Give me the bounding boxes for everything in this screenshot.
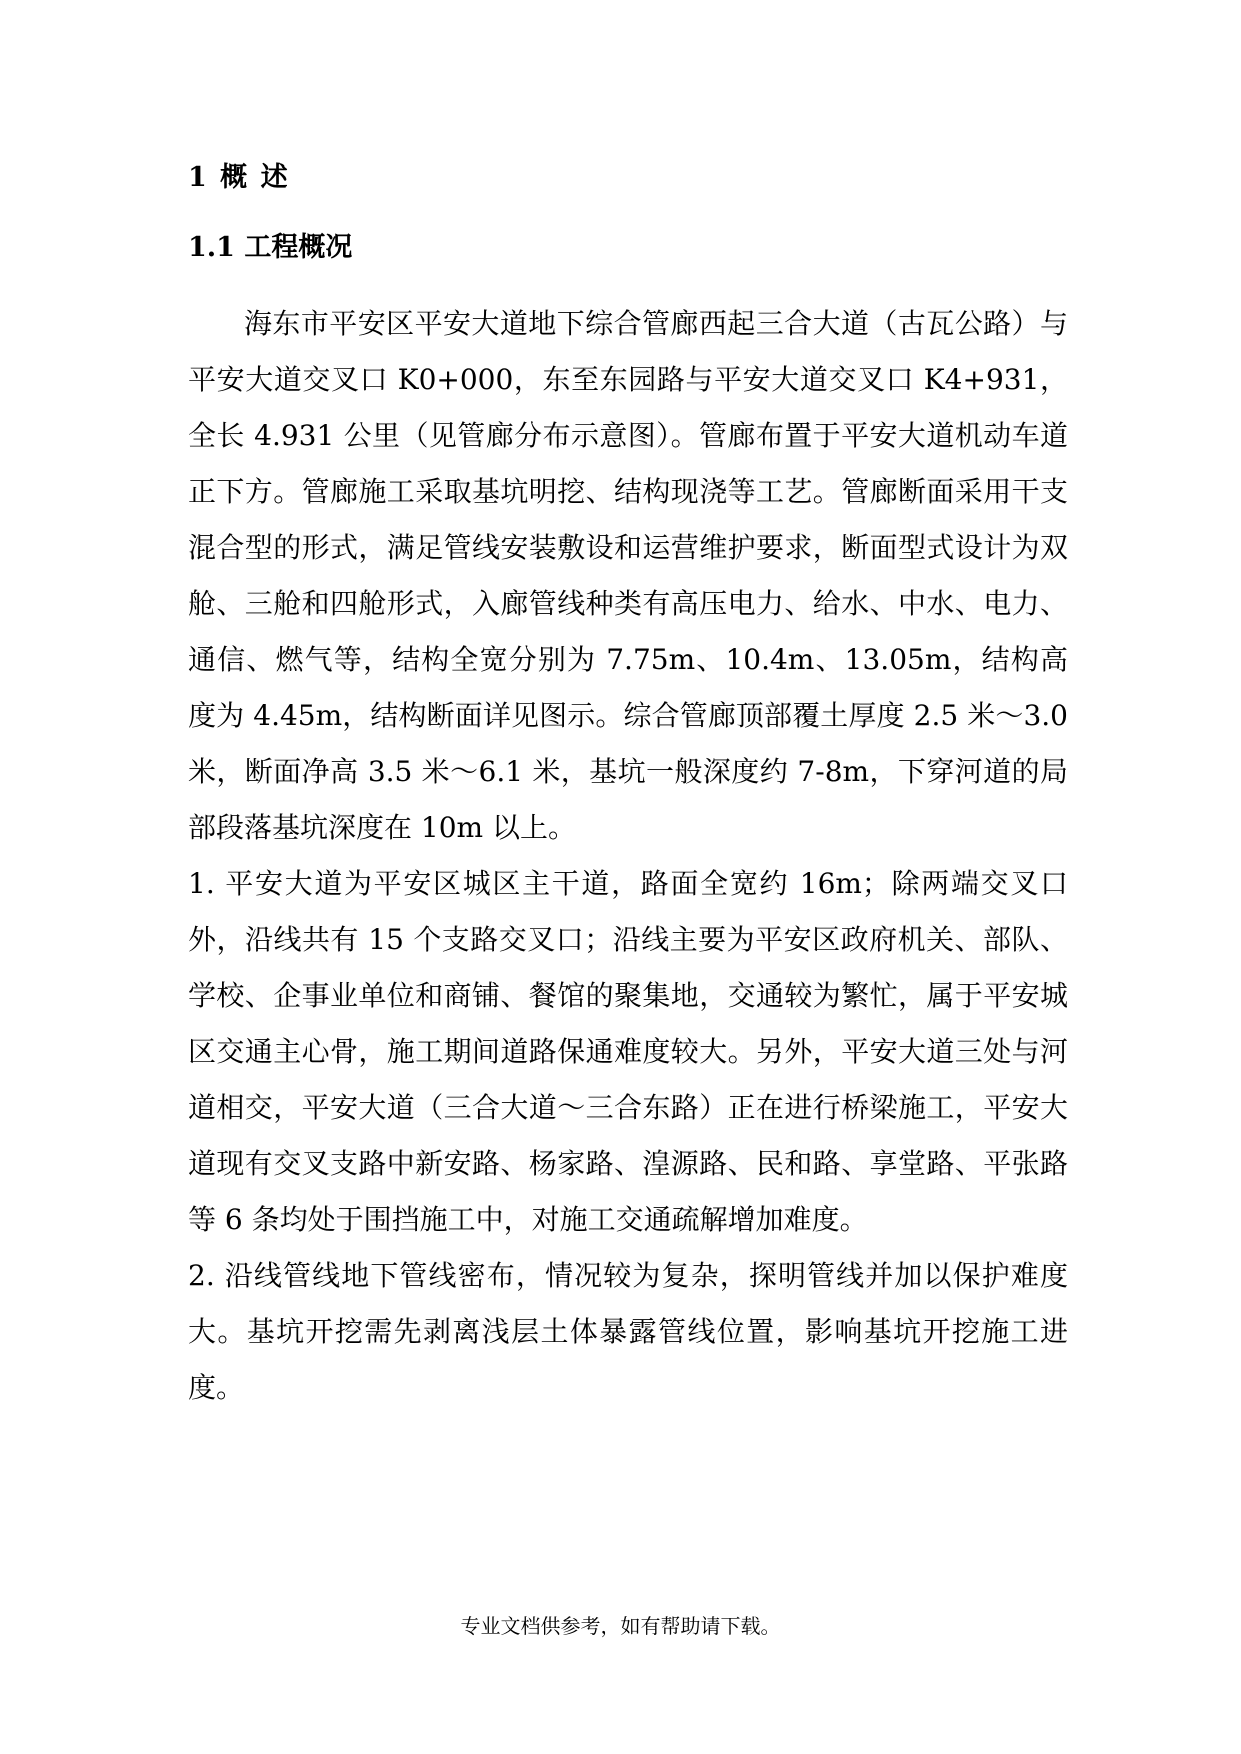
- section-heading: 1 概 述: [188, 162, 290, 193]
- list-item-traffic: 1. 平安大道为平安区城区主干道，路面全宽约 16m；除两端交叉口外，沿线共有 15 个支路交叉口；沿线主要为平安区政府机关、部队、学校、企事业单位和商铺、餐馆的聚集地，交通较为繁忙，属于平安城区交通主心骨，施工期间道路保通难度较大。另外，平安大道三处与河道相交，平安大道（三合大道～三合东路）正在进行桥梁施工，平安大道现有交叉支路中新安路、杨家路、湟源路、民和路、享堂路、平张路等 6 条均处于围挡施工中，对施工交通疏解增加难度。: [188, 867, 1068, 1236]
- subsection-heading: 1.1 工程概况: [188, 232, 353, 263]
- list-item-pipelines: 2. 沿线管线地下管线密布，情况较为复杂，探明管线并加以保护难度大。基坑开挖需先剥离浅层土体暴露管线位置，影响基坑开挖施工进度。: [188, 1259, 1068, 1404]
- overview-paragraph: 海东市平安区平安大道地下综合管廊西起三合大道（古瓦公路）与平安大道交叉口 K0+000，东至东园路与平安大道交叉口 K4+931，全长 4.931 公里（见管廊分布示意图）。管廊布置于平安大道机动车道正下方。管廊施工采取基坑明挖、结构现浇等工艺。管廊断面采用干支混合型的形式，满足管线安装敷设和运营维护要求，断面型式设计为双舱、三舱和四舱形式，入廊管线种类有高压电力、给水、中水、电力、通信、燃气等，结构全宽分别为 7.75m、10.4m、13.05m，结构高度为 4.45m，结构断面详见图示。综合管廊顶部覆土厚度 2.5 米～3.0 米，断面净高 3.5 米～6.1 米，基坑一般深度约 7-8m，下穿河道的局部段落基坑深度在 10m 以上。: [188, 307, 1068, 844]
- page-footer: 专业文档供参考，如有帮助请下载。: [460, 1614, 781, 1638]
- document-body: [188, 158, 1068, 1416]
